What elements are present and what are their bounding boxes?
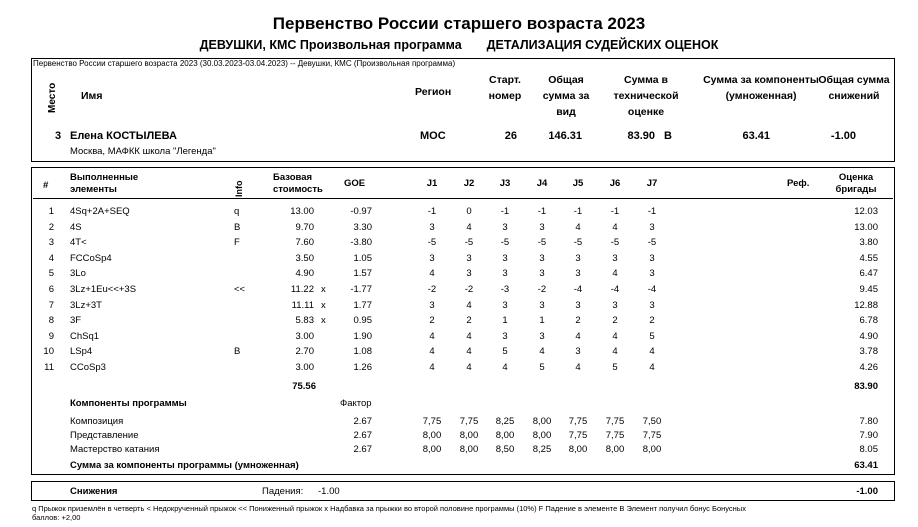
element-panel-score: 12.88 [854,299,878,311]
component-judge-score: 7,75 [605,416,625,427]
judge-score: 4 [575,362,581,373]
element-name: 4T< [70,237,87,249]
judge-score: 4 [429,346,435,358]
judge-score: 1 [502,315,508,327]
element-goe: 1.57 [353,268,372,280]
judge-score: 4 [429,330,435,342]
element-panel-score: 6.78 [859,315,878,327]
component-judge-score: 7,75 [568,416,588,427]
judge-score: 3 [466,252,472,264]
element-goe: 1.08 [353,346,372,358]
subtitle-left: ДЕВУШКИ, КМС Произвольная программа [199,38,462,52]
page-subtitle [0,38,918,52]
skater-tes-mark: B [664,130,672,142]
skater-tes: 83.90 [627,130,655,142]
element-base: 9.70 [295,221,314,233]
element-number: 2 [48,221,54,233]
deductions-label: Снижения [70,486,118,497]
judge-score: 3 [429,252,435,264]
panel-header: Оценка бригады [835,172,877,195]
element-bonus-mark: x [321,299,326,311]
components-title: Компоненты программы [70,398,187,409]
element-name: 4Sq+2A+SEQ [70,206,130,217]
judge-header-4: J4 [536,178,548,189]
judge-score: 3 [502,299,508,311]
judge-score: -4 [610,284,620,295]
judge-score: -1 [427,206,437,217]
start-header: Старт. номер [488,74,522,102]
judge-score: 4 [612,346,618,358]
judge-score: -5 [573,237,583,249]
judge-score: 3 [649,221,655,233]
judge-score: 3 [649,268,655,280]
element-name: 4S [70,221,82,233]
judge-score: 5 [649,330,655,342]
element-goe: 1.90 [353,330,372,342]
judge-score: 0 [466,206,472,217]
skater-total: 146.31 [548,130,582,142]
judge-score: -5 [537,237,547,249]
judge-score: 3 [539,221,545,233]
element-name: 3Lo [70,268,86,280]
judge-score: 2 [612,315,618,327]
component-judge-score: 8,00 [422,444,442,455]
element-info: B [234,221,241,233]
judge-score: 4 [649,346,655,358]
judge-score: 2 [575,315,581,327]
total-header: Общая сумма за вид [542,74,590,118]
component-judge-score: 8,00 [568,444,588,455]
component-judge-score: 8,00 [422,430,442,441]
judge-score: -4 [647,284,657,295]
judge-score: 3 [575,252,581,264]
judge-score: 4 [429,268,435,280]
judge-score: -1 [500,206,510,217]
judge-score: 1 [539,315,545,327]
element-bonus-mark: x [321,315,326,327]
component-judge-score: 7,75 [459,416,479,427]
judge-header-5: J5 [572,178,584,189]
component-judge-score: 8,25 [495,416,515,427]
element-number: 9 [48,330,54,342]
element-base: 3.00 [295,362,314,373]
deductions-total: -1.00 [856,486,878,497]
factor-header: Фактор [340,398,372,409]
element-base: 3.50 [295,252,314,264]
element-panel-score: 4.26 [859,362,878,373]
component-judge-score: 7,75 [642,430,662,441]
judge-score: 4 [612,221,618,233]
elements-header: Выполненные элементы [70,172,139,195]
element-info: F [234,237,240,249]
component-judge-score: 8,25 [532,444,552,455]
judge-score: -1 [537,206,547,217]
judge-score: -5 [610,237,620,249]
judge-header-3: J3 [499,178,511,189]
element-goe: 3.30 [353,221,372,233]
judge-header-2: J2 [463,178,475,189]
judge-score: 4 [429,362,435,373]
component-judge-score: 8,00 [532,430,552,441]
element-goe: 1.77 [353,299,372,311]
judge-header-1: J1 [426,178,438,189]
judge-score: 4 [466,362,472,373]
component-judge-score: 8,00 [605,444,625,455]
element-number: 7 [48,299,54,311]
component-judge-score: 8,00 [532,416,552,427]
element-panel-score: 3.80 [859,237,878,249]
judge-score: 4 [649,362,655,373]
judge-score: 5 [612,362,618,373]
judge-score: 4 [612,330,618,342]
judge-score: 3 [575,346,581,358]
judge-score: 4 [575,221,581,233]
judge-score: -3 [500,284,510,295]
element-goe: -0.97 [350,206,372,217]
judge-score: 2 [649,315,655,327]
judge-score: 3 [539,299,545,311]
judge-score: 2 [466,315,472,327]
component-factor: 2.67 [353,430,372,441]
legend-line-2: баллов: +2,00 [32,513,81,522]
place-header: Место [47,82,58,113]
judge-score: 4 [575,330,581,342]
info-header: Info [234,180,244,197]
score-total: 83.90 [854,381,878,392]
components-total-label: Сумма за компоненты программы (умноженная) [70,460,299,471]
judge-score: 3 [502,252,508,264]
element-name: FCCoSp4 [70,252,112,264]
element-panel-score: 4.90 [859,330,878,342]
element-number: 1 [48,206,54,217]
element-info: << [234,284,246,295]
element-name: ChSq1 [70,330,100,342]
component-judge-score: 7,75 [568,430,588,441]
element-number: 4 [48,252,54,264]
judge-score: 3 [539,330,545,342]
judge-score: 3 [466,268,472,280]
judge-score: 3 [612,299,618,311]
base-total: 75.56 [292,381,316,392]
component-judge-score: 8,00 [642,444,662,455]
element-panel-score: 12.03 [854,206,878,217]
element-bonus-mark: x [321,284,326,295]
component-judge-score: 8,50 [495,444,515,455]
element-info: B [234,346,241,358]
element-base: 4.90 [295,268,314,280]
judge-score: 3 [649,252,655,264]
legend-line-1: q Прыжок приземлён в четверть < Недокрученный прыжок << Пониженный прыжок x Надбавка за прыжки во второй половине программы (10%) F Падение в элементе B Элемент получил бонус Бонусных [32,504,746,513]
element-number: 6 [48,284,54,295]
judge-score: -1 [610,206,620,217]
skater-place: 3 [55,130,62,142]
element-panel-score: 4.55 [859,252,878,264]
judge-score: 3 [539,268,545,280]
judge-score: -2 [537,284,547,295]
judge-score: 4 [466,346,472,358]
skater-start: 26 [504,130,517,142]
judge-score: 3 [429,221,435,233]
components-total: 63.41 [854,460,878,471]
element-info: q [234,206,240,217]
element-base: 3.00 [295,330,314,342]
judge-score: -5 [427,237,437,249]
judge-score: 3 [575,299,581,311]
judge-score: 3 [502,330,508,342]
deductions-box [31,481,895,501]
skater-deductions: -1.00 [830,130,856,142]
element-number: 8 [48,315,54,327]
judge-score: -5 [464,237,474,249]
judge-score: 4 [466,330,472,342]
judge-score: 4 [539,346,545,358]
element-name: LSp4 [70,346,93,358]
skater-pcs: 63.41 [742,130,770,142]
component-score: 7.80 [859,416,878,427]
falls-label: Падения: [262,486,304,497]
region-header: Регион [415,86,452,98]
component-name: Представление [70,430,139,441]
judge-score: -1 [647,206,657,217]
component-name: Композиция [70,416,124,427]
judge-score: 3 [649,299,655,311]
judge-score: 4 [466,221,472,233]
judge-score: 3 [429,299,435,311]
element-base: 2.70 [295,346,314,358]
judge-score: -5 [647,237,657,249]
judge-header-6: J6 [609,178,621,189]
num-header: # [43,180,49,191]
element-goe: 1.05 [353,252,372,264]
judge-score: 3 [539,252,545,264]
pcs-header: Сумма за компоненты (умноженная) [703,74,819,102]
component-factor: 2.67 [353,416,372,427]
element-goe: 1.26 [353,362,372,373]
element-goe: 0.95 [353,315,372,327]
judge-score: 2 [429,315,435,327]
element-number: 11 [44,362,54,373]
element-panel-score: 3.78 [859,346,878,358]
component-judge-score: 7,50 [642,416,662,427]
judge-score: 3 [612,252,618,264]
judge-score: 4 [466,299,472,311]
judge-score: -1 [573,206,583,217]
judge-score: 5 [502,346,508,358]
judge-score: 3 [502,268,508,280]
component-score: 7.90 [859,430,878,441]
element-panel-score: 6.47 [859,268,878,280]
judge-score: -2 [427,284,437,295]
element-base: 7.60 [295,237,314,249]
goe-header: GOE [344,178,366,189]
judge-score: -4 [573,284,583,295]
judge-score: 4 [612,268,618,280]
falls-value: -1.00 [318,486,340,497]
header-divider [33,198,893,199]
page-title: Первенство России старшего возраста 2023 [272,14,646,33]
component-judge-score: 8,00 [459,430,479,441]
base-header: Базовая стоимость [273,172,323,195]
element-number: 3 [48,237,54,249]
component-judge-score: 7,75 [422,416,442,427]
component-name: Мастерство катания [70,444,160,455]
component-judge-score: 8,00 [459,444,479,455]
element-name: CCoSp3 [70,362,106,373]
name-header: Имя [81,90,103,102]
element-base: 11.22 [290,284,314,295]
event-line: Первенство России старшего возраста 2023 (30.03.2023-03.04.2023) -- Девушки, КМС (Произвольная программа) [33,59,456,68]
component-factor: 2.67 [353,444,372,455]
element-name: 3Lz+3T [70,299,102,311]
tes-header: Сумма в технической оценке [613,74,679,118]
judge-score: 3 [502,221,508,233]
element-base: 13.00 [290,206,314,217]
skater-club: Москва, МАФКК школа "Легенда" [70,146,216,157]
element-name: 3Lz+1Eu<<+3S [70,284,137,295]
element-panel-score: 13.00 [854,221,878,233]
element-base: 5.83 [295,315,314,327]
subtitle-right: ДЕТАЛИЗАЦИЯ СУДЕЙСКИХ ОЦЕНОК [486,38,719,52]
element-goe: -3.80 [350,237,372,249]
judge-score: 5 [539,362,545,373]
skater-region: МОС [420,130,446,142]
component-judge-score: 8,00 [495,430,515,441]
judge-header-7: J7 [646,178,658,189]
ref-header: Реф. [787,178,810,189]
judge-score: -2 [464,284,474,295]
component-score: 8.05 [859,444,878,455]
deductions-header: Общая сумма снижений [818,74,890,102]
element-name: 3F [70,315,82,327]
judge-score: 3 [575,268,581,280]
skater-name: Елена КОСТЫЛЕВА [70,130,177,142]
element-number: 10 [43,346,54,358]
element-panel-score: 9.45 [859,284,878,295]
element-goe: -1.77 [350,284,372,295]
judge-score: 4 [502,362,508,373]
judge-score: -5 [500,237,510,249]
component-judge-score: 7,75 [605,430,625,441]
element-number: 5 [48,268,54,280]
element-base: 11.11 [291,299,314,311]
